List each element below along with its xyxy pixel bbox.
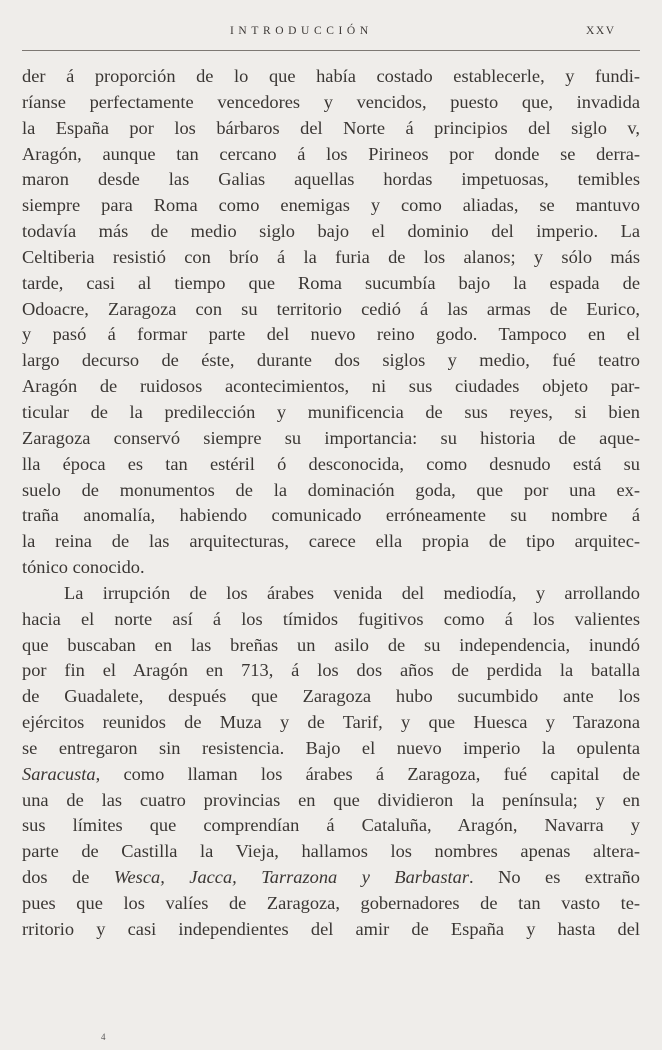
text-line: Aragón de ruidosos acontecimientos, ni sus ciudades objeto par-	[22, 376, 640, 397]
text-line: siempre para Roma como enemigas y como aliadas, se mantuvo	[22, 195, 640, 216]
text-line: una de las cuatro provincias en que dividieron la península; y en	[22, 789, 640, 810]
text-line: ríanse perfectamente vencedores y vencidos, puesto que, invadida	[22, 91, 640, 112]
text-line: ejércitos reunidos de Muza y de Tarif, y que Huesca y Tarazona	[22, 712, 640, 733]
page-number: XXV	[586, 25, 616, 37]
signature-mark: 4	[101, 1032, 106, 1042]
italic-place-names: Wesca, Jacca, Tarrazona y Barbastar	[113, 867, 469, 888]
text-line: la reina de las arquitecturas, carece ella propia de tipo arquitec-	[22, 531, 640, 552]
text-line: por fin el Aragón en 713, á los dos años de perdida la batalla	[22, 660, 640, 681]
text-line: parte de Castilla la Vieja, hallamos los nombres apenas altera-	[22, 841, 640, 862]
text-line: y pasó á formar parte del nuevo reino godo. Tampoco en el	[22, 324, 640, 345]
text-line: dos de Wesca, Jacca, Tarrazona y Barbastar. No es extraño	[22, 867, 640, 888]
body-text	[22, 64, 640, 943]
text-line: ticular de la predilección y munificencia de sus reyes, si bien	[22, 401, 640, 422]
paragraph-start-line: La irrupción de los árabes venida del mediodía, y arrollando	[64, 582, 640, 603]
text-line: Odoacre, Zaragoza con su territorio cedió á las armas de Eurico,	[22, 298, 640, 319]
text-line: todavía más de medio siglo bajo el dominio del imperio. La	[22, 221, 640, 242]
italic-place-name: Saracusta	[22, 763, 96, 784]
text-line: hacia el norte así á los tímidos fugitivos como á los valientes	[22, 608, 640, 629]
text-line: largo decurso de éste, durante dos siglos y medio, fué teatro	[22, 350, 640, 371]
text-line: der á proporción de lo que había costado establecerle, y fundi-	[22, 66, 640, 86]
text-line: rritorio y casi independientes del amir de España y hasta del	[22, 918, 640, 939]
text-line: traña anomalía, habiendo comunicado erróneamente su nombre á	[22, 505, 640, 526]
text-line: pues que los valíes de Zaragoza, gobernadores de tan vasto te-	[22, 893, 640, 913]
text-line: se entregaron sin resistencia. Bajo el nuevo imperio la opulenta	[22, 737, 640, 758]
text-line: de Guadalete, después que Zaragoza hubo sucumbido ante los	[22, 686, 640, 707]
text-line: que buscaban en las breñas un asilo de su independencia, inundó	[22, 634, 640, 655]
text-line: lla época es tan estéril ó desconocida, como desnudo está su	[22, 453, 640, 474]
running-header	[0, 22, 662, 46]
text-line: la España por los bárbaros del Norte á principios del siglo v,	[22, 117, 640, 138]
paragraph-end-line: tónico conocido.	[22, 557, 145, 578]
text-line: Zaragoza conservó siempre su importancia: su historia de aque-	[22, 427, 640, 448]
running-header-title: INTRODUCCIÓN	[230, 25, 373, 37]
text-line: Aragón, aunque tan cercano á los Pirineos por donde se derra-	[22, 143, 640, 164]
header-rule	[22, 50, 640, 51]
text-line: suelo de monumentos de la dominación goda, que por una ex-	[22, 479, 640, 500]
text-line: Saracusta, como llaman los árabes á Zaragoza, fué capital de	[22, 763, 640, 784]
text-line: tarde, casi al tiempo que Roma sucumbía bajo la espada de	[22, 272, 640, 293]
text-line: maron desde las Galias aquellas hordas impetuosas, temibles	[22, 169, 640, 190]
text-line: Celtiberia resistió con brío á la furia de los alanos; y sólo más	[22, 246, 640, 267]
text-line: sus límites que comprendían á Cataluña, Aragón, Navarra y	[22, 815, 640, 836]
